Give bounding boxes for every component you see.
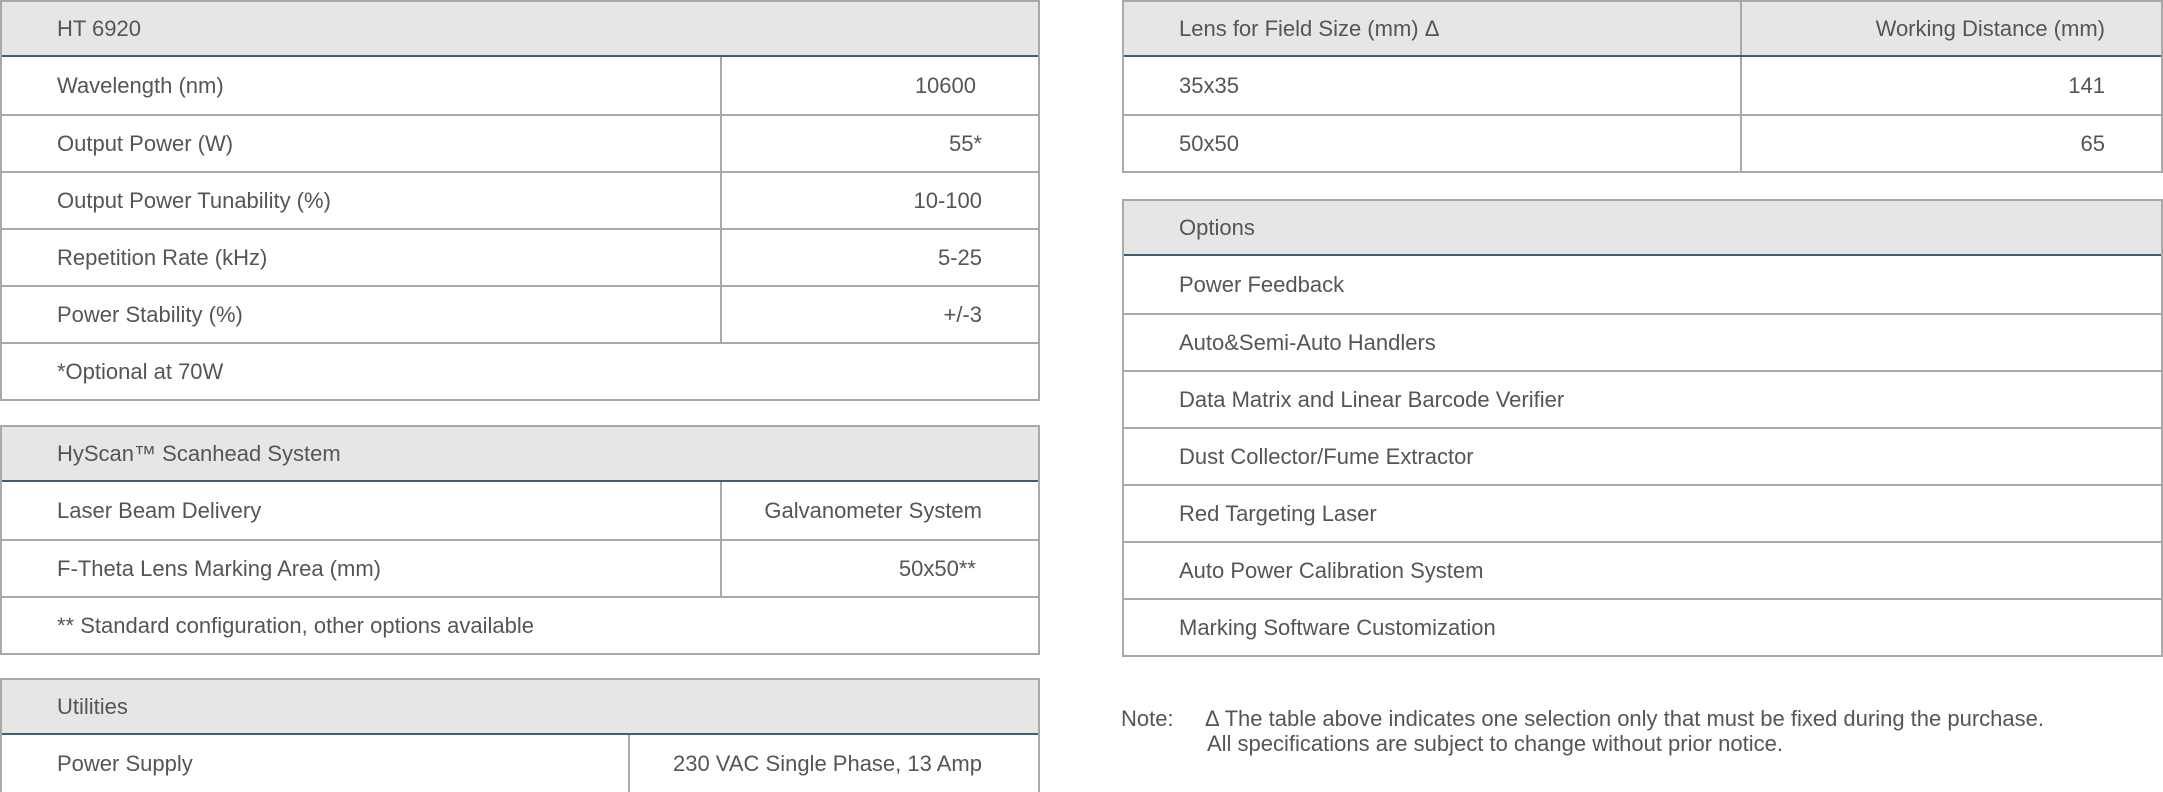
spec-label: Wavelength (nm) xyxy=(57,72,224,98)
spec-value: +/-3 xyxy=(720,287,1038,342)
scanhead-value: 50x50** xyxy=(720,541,1038,596)
note-label: Note: xyxy=(1121,706,1174,731)
lens-header-field-size: Lens for Field Size (mm) Δ xyxy=(1179,15,1440,41)
list-item xyxy=(1124,598,2161,655)
table-row xyxy=(2,735,1038,792)
spec-label: Repetition Rate (kHz) xyxy=(57,244,268,270)
spec-footnote: *Optional at 70W xyxy=(57,358,224,384)
list-item xyxy=(1124,541,2161,598)
option-label: Auto&Semi-Auto Handlers xyxy=(1179,329,1436,355)
options-table-header xyxy=(1124,201,2161,256)
lens-working-distance: 141 xyxy=(1740,57,2161,114)
lens-table-header xyxy=(1124,2,2161,57)
lens-table xyxy=(1122,0,2163,173)
list-item xyxy=(1124,370,2161,427)
table-row xyxy=(1124,114,2161,171)
note-block xyxy=(1121,706,2044,756)
list-item xyxy=(1124,427,2161,484)
scanhead-table xyxy=(0,425,1040,655)
spec-footnote-row xyxy=(2,342,1038,399)
lens-working-distance: 65 xyxy=(1740,116,2161,171)
option-label: Power Feedback xyxy=(1179,271,1345,297)
spec-value: 5-25 xyxy=(720,230,1038,285)
note-line-1: Δ The table above indicates one selection only that must be fixed during the purchase. xyxy=(1205,706,2044,731)
utilities-table-header xyxy=(2,680,1038,735)
list-item xyxy=(1124,256,2161,313)
table-row xyxy=(1124,57,2161,114)
table-row xyxy=(2,171,1038,228)
options-table-title: Options xyxy=(1179,214,1255,240)
spec-table xyxy=(0,0,1040,401)
spec-table-header xyxy=(2,2,1038,57)
spec-label: Power Stability (%) xyxy=(57,301,243,327)
scanhead-label: F-Theta Lens Marking Area (mm) xyxy=(57,555,381,581)
scanhead-footnote: ** Standard configuration, other options available xyxy=(57,612,534,638)
lens-header-working-distance: Working Distance (mm) xyxy=(1740,2,2161,55)
spec-label: Output Power (W) xyxy=(57,130,234,156)
table-row xyxy=(2,482,1038,539)
utilities-value: 230 VAC Single Phase, 13 Amp xyxy=(628,735,1038,792)
note-text xyxy=(1205,706,2044,756)
table-row xyxy=(2,114,1038,171)
utilities-table xyxy=(0,678,1040,792)
list-item xyxy=(1124,484,2161,541)
list-item xyxy=(1124,313,2161,370)
option-label: Marking Software Customization xyxy=(1179,614,1496,640)
option-label: Data Matrix and Linear Barcode Verifier xyxy=(1179,386,1565,412)
spec-value: 55* xyxy=(720,116,1038,171)
spec-value: 10-100 xyxy=(720,173,1038,228)
utilities-label: Power Supply xyxy=(57,750,193,776)
spec-value: 10600 xyxy=(720,57,1038,114)
scanhead-value: Galvanometer System xyxy=(720,482,1038,539)
spec-table-title: HT 6920 xyxy=(57,15,141,41)
spec-label: Output Power Tunability (%) xyxy=(57,187,331,213)
option-label: Red Targeting Laser xyxy=(1179,500,1377,526)
table-row xyxy=(2,285,1038,342)
note-line-2: All specifications are subject to change without prior notice. xyxy=(1207,731,1783,756)
utilities-table-title: Utilities xyxy=(57,693,128,719)
scanhead-footnote-row xyxy=(2,596,1038,653)
lens-field-size: 50x50 xyxy=(1179,130,1239,156)
option-label: Auto Power Calibration System xyxy=(1179,557,1484,583)
table-row xyxy=(2,228,1038,285)
options-table xyxy=(1122,199,2163,657)
lens-field-size: 35x35 xyxy=(1179,72,1239,98)
scanhead-table-header xyxy=(2,427,1038,482)
scanhead-label: Laser Beam Delivery xyxy=(57,497,262,523)
option-label: Dust Collector/Fume Extractor xyxy=(1179,443,1474,469)
table-row xyxy=(2,539,1038,596)
table-row xyxy=(2,57,1038,114)
scanhead-table-title: HyScan™ Scanhead System xyxy=(57,440,341,466)
